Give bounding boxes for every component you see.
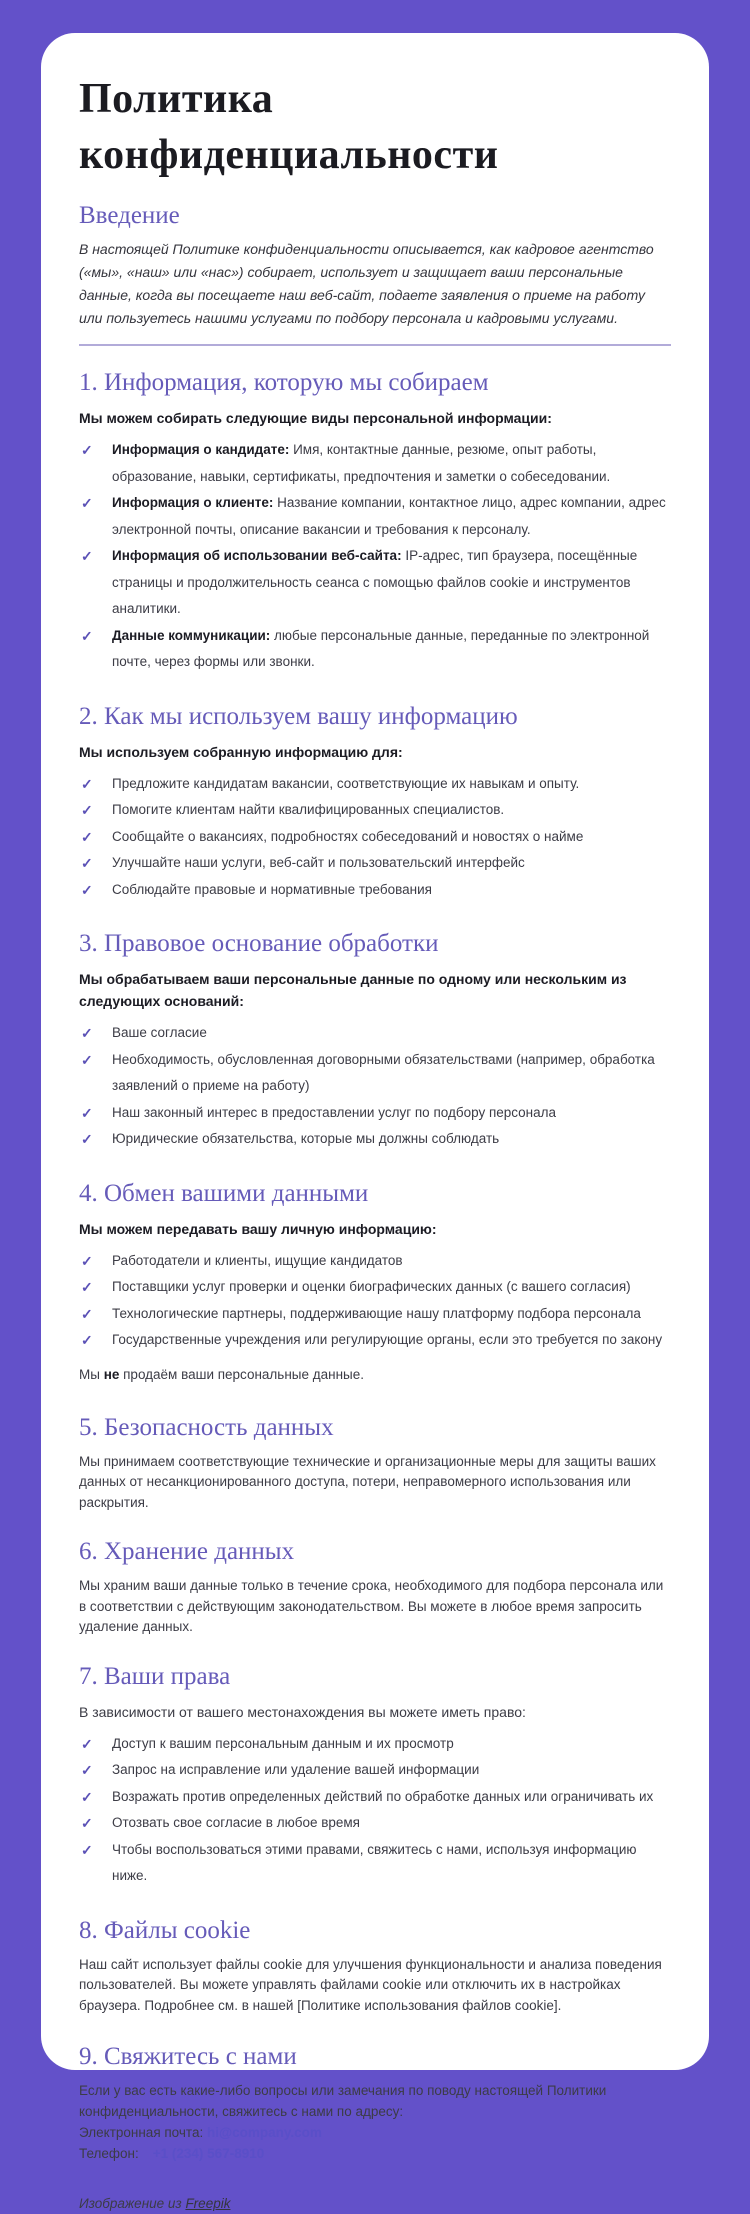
- item-text: Юридические обязательства, которые мы должны соблюдать: [112, 1131, 500, 1146]
- footer-credit: [79, 2194, 671, 2214]
- check-icon: ✓: [81, 775, 93, 792]
- section-lead: Мы можем передавать вашу личную информацию:: [79, 1220, 437, 1237]
- list-item: [79, 1327, 671, 1354]
- check-icon: ✓: [81, 828, 93, 845]
- section-1-information-collected: [79, 366, 671, 676]
- section-9-contact-us: [79, 2040, 671, 2164]
- no-sale-note: [79, 1363, 671, 1387]
- item-text: Доступ к вашим персональным данным и их просмотр: [112, 1735, 454, 1751]
- check-icon: ✓: [81, 1841, 93, 1858]
- section-heading: 1. Информация, которую мы собираем: [79, 369, 489, 396]
- list-item: [79, 1126, 671, 1153]
- check-icon: ✓: [81, 1252, 93, 1269]
- list-item: [79, 797, 671, 824]
- section-4-data-sharing: [79, 1177, 671, 1387]
- section-lead: В зависимости от вашего местонахождения вы можете иметь право:: [79, 1703, 526, 1720]
- section-text: Мы храним ваши данные только в течение срока, необходимого для подбора персонала или в соответствии с действующим законодательством. Вы можете в любое время запросить удаление данных.: [79, 1578, 664, 1634]
- list-item: [79, 1837, 671, 1890]
- item-text: Технологические партнеры, поддерживающие нашу платформу подбора персонала: [112, 1305, 641, 1321]
- item-text: Улучшайте наши услуги, веб-сайт и пользовательский интерфейс: [112, 855, 525, 870]
- section-heading: 6. Хранение данных: [79, 1538, 295, 1565]
- item-text: Необходимость, обусловленная договорными обязательствами (например, обработка заявлений о приеме на работу): [112, 1051, 655, 1093]
- item-label: Данные коммуникации:: [112, 627, 271, 643]
- phone-line: [79, 2143, 671, 2164]
- check-icon: ✓: [81, 855, 93, 871]
- item-text: Название компании, контактное лицо, адрес компании, адрес электронной почты, описание вакансии и требования к персоналу.: [112, 495, 666, 537]
- email-label: Электронная почта:: [79, 2125, 207, 2140]
- section-heading: 7. Ваши права: [79, 1662, 231, 1690]
- credit-text: Изображение из: [79, 2196, 186, 2211]
- item-text: Сообщайте о вакансиях, подробностях собеседований и новостях о найме: [112, 828, 584, 844]
- check-icon: ✓: [81, 1104, 93, 1121]
- list-item: [79, 877, 671, 904]
- note-bold: не: [103, 1366, 120, 1382]
- section-heading: 3. Правовое основание обработки: [79, 930, 439, 957]
- item-text: Помогите клиентам найти квалифицированных специалистов.: [112, 802, 505, 817]
- section-lead: Мы обрабатываем ваши персональные данные по одному или нескольким из следующих оснований:: [79, 971, 627, 1009]
- list-item: [79, 490, 671, 543]
- section-heading: 2. Как мы используем вашу информацию: [79, 702, 518, 730]
- section-8-cookies: [79, 1914, 671, 2017]
- list-item: [79, 1757, 671, 1784]
- item-text: Чтобы воспользоваться этими правами, свяжитесь с нами, используя информацию ниже.: [112, 1841, 637, 1883]
- item-text: Предложите кандидатам вакансии, соответствующие их навыкам и опыту.: [112, 775, 580, 791]
- section-7-your-rights: [79, 1660, 671, 1890]
- check-icon: ✓: [81, 1788, 93, 1805]
- check-icon: ✓: [81, 881, 93, 898]
- list-item: [79, 1047, 671, 1100]
- section-2-how-we-use: [79, 700, 671, 904]
- check-icon: ✓: [81, 1279, 93, 1295]
- check-icon: ✓: [81, 1305, 93, 1322]
- check-icon: ✓: [81, 1815, 93, 1831]
- item-label: Информация об использовании веб-сайта:: [112, 548, 402, 563]
- list-item: [79, 850, 671, 877]
- list-item: [79, 543, 671, 623]
- item-text: Имя, контактные данные, резюме, опыт работы, образование, навыки, сертификаты, предпочтения и заметки о собеседовании.: [112, 442, 611, 484]
- list-item: [79, 1784, 671, 1811]
- check-icon: ✓: [81, 1735, 93, 1752]
- list-item: [79, 1248, 671, 1275]
- checklist: [79, 1731, 671, 1890]
- checklist: [79, 1020, 671, 1153]
- check-icon: ✓: [81, 495, 93, 511]
- list-item: [79, 1274, 671, 1301]
- item-text: Отозвать свое согласие в любое время: [112, 1815, 360, 1830]
- page-title: Политика конфиденциальности: [79, 76, 499, 178]
- check-icon: ✓: [81, 1131, 93, 1147]
- item-text: любые персональные данные, переданные по электронной почте, через формы или звонки.: [112, 627, 650, 669]
- item-label: Информация о клиенте:: [112, 495, 274, 510]
- check-icon: ✓: [81, 442, 93, 458]
- email-link[interactable]: hi@company.com: [206, 2125, 322, 2140]
- section-heading: 9. Свяжитесь с нами: [79, 2043, 297, 2070]
- section-text: Мы принимаем соответствующие технические и организационные меры для защиты ваших данных от несанкционированного доступа, потери, неправомерного использования или раскрытия.: [79, 1453, 656, 1510]
- contact-intro: Если у вас есть какие-либо вопросы или замечания по поводу настоящей Политики конфиденциальности, свяжитесь с нами по адресу:: [79, 2083, 607, 2119]
- section-lead: Мы используем собранную информацию для:: [79, 743, 403, 760]
- note-text: продаём ваши персональные данные.: [119, 1366, 365, 1382]
- list-item: [79, 824, 671, 851]
- list-item: [79, 771, 671, 798]
- intro-heading: Введение: [79, 202, 180, 229]
- checklist: [79, 437, 671, 676]
- item-text: IP-адрес, тип браузера, посещённые страницы и продолжительность сеанса с помощью файлов cookie и инструментов аналитики.: [112, 548, 638, 616]
- list-item: [79, 1100, 671, 1127]
- item-text: Наш законный интерес в предоставлении услуг по подбору персонала: [112, 1104, 557, 1120]
- freepik-link[interactable]: Freepik: [185, 2196, 231, 2211]
- section-heading: 5. Безопасность данных: [79, 1413, 334, 1441]
- checklist: [79, 1248, 671, 1354]
- section-3-legal-basis: [79, 927, 671, 1153]
- intro-text: В настоящей Политике конфиденциальности описывается, как кадровое агентство («мы», «наш» или «нас») собирает, использует и защищает ваши персональные данные, когда вы посещаете наш веб-сайт, подаете заявления о приеме на работу или пользуетесь нашими услугами по подбору персонала и кадровыми услугами.: [79, 241, 654, 326]
- section-divider: [79, 344, 671, 346]
- item-label: Информация о кандидате:: [112, 442, 290, 457]
- check-icon: ✓: [81, 548, 93, 564]
- check-icon: ✓: [81, 1762, 93, 1778]
- item-text: Работодатели и клиенты, ищущие кандидатов: [112, 1252, 403, 1268]
- list-item: [79, 623, 671, 676]
- content-card: [41, 33, 709, 2211]
- list-item: [79, 1301, 671, 1328]
- item-text: Ваше согласие: [112, 1025, 207, 1040]
- section-heading: 4. Обмен вашими данными: [79, 1179, 369, 1207]
- check-icon: ✓: [81, 1332, 93, 1348]
- item-text: Запрос на исправление или удаление вашей информации: [112, 1762, 480, 1777]
- checklist: [79, 771, 671, 904]
- email-line: [79, 2122, 671, 2143]
- section-lead: Мы можем собирать следующие виды персональной информации:: [79, 410, 552, 426]
- item-text: Возражать против определенных действий по обработке данных или ограничивать их: [112, 1788, 654, 1804]
- list-item: [79, 437, 671, 490]
- check-icon: ✓: [81, 627, 93, 644]
- phone-link[interactable]: +1 (234) 567-8910: [152, 2146, 265, 2161]
- list-item: [79, 1020, 671, 1047]
- section-heading: 8. Файлы cookie: [79, 1916, 251, 1944]
- note-text: Мы: [79, 1366, 104, 1382]
- list-item: [79, 1731, 671, 1758]
- section-5-data-security: [79, 1411, 671, 1514]
- item-text: Соблюдайте правовые и нормативные требования: [112, 881, 432, 897]
- item-text: Поставщики услуг проверки и оценки биографических данных (с вашего согласия): [112, 1279, 631, 1294]
- item-text: Государственные учреждения или регулирующие органы, если это требуется по закону: [112, 1332, 663, 1347]
- section-6-data-retention: [79, 1535, 671, 1638]
- page-background: [0, 33, 750, 2211]
- check-icon: ✓: [81, 1051, 93, 1068]
- check-icon: ✓: [81, 802, 93, 818]
- check-icon: ✓: [81, 1025, 93, 1041]
- section-text: Наш сайт использует файлы cookie для улучшения функциональности и анализа поведения пользователей. Вы можете управлять файлами cookie или отключить их в настройках браузера. Подробнее см. в нашей [Политике использования файлов cookie].: [79, 1956, 662, 2013]
- list-item: [79, 1810, 671, 1837]
- section-intro: [79, 199, 671, 330]
- phone-label: Телефон:: [79, 2146, 139, 2161]
